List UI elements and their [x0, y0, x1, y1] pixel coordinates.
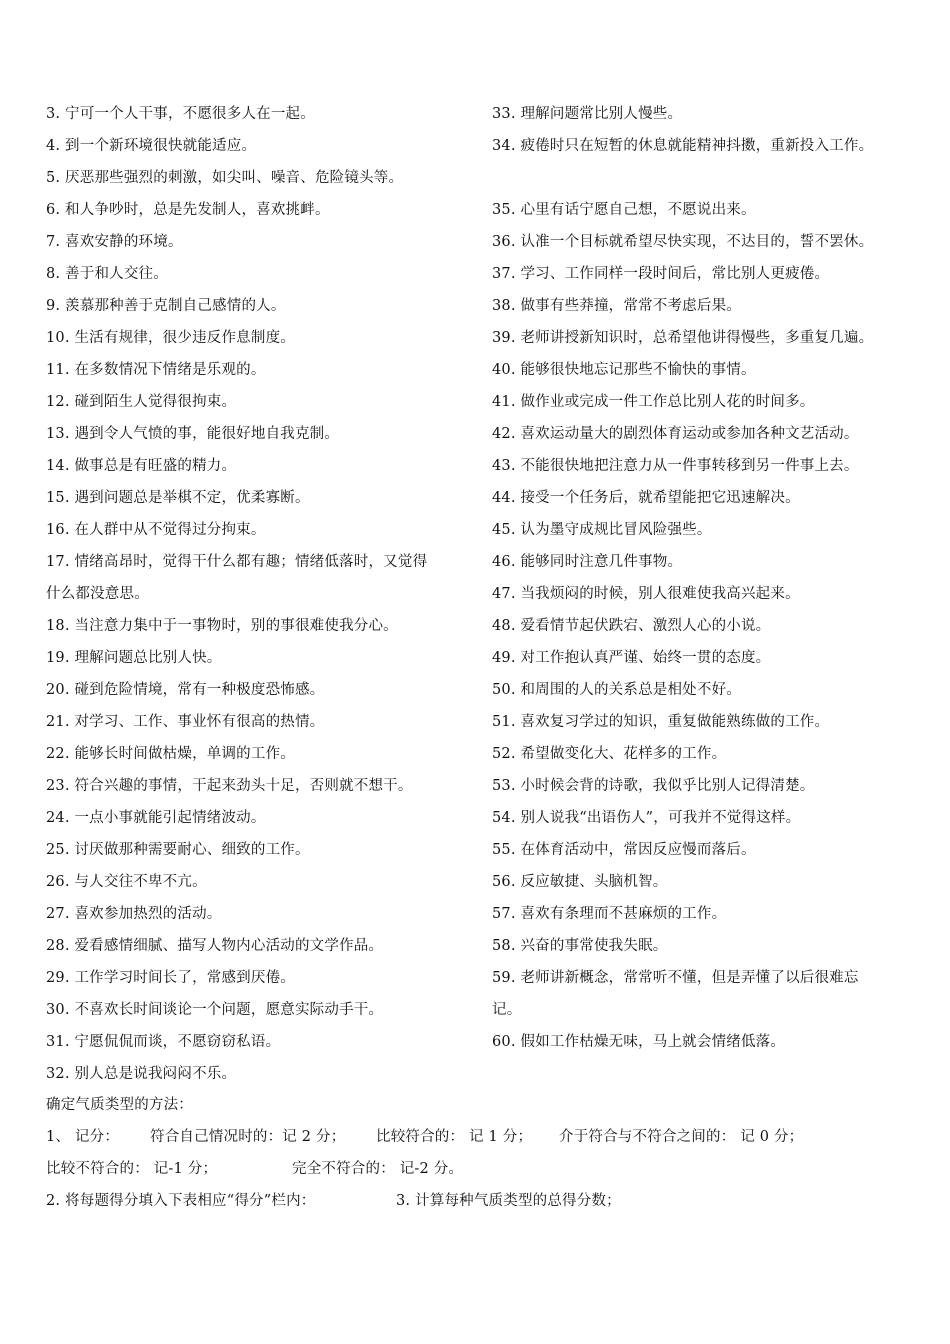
question-line: 52. 希望做变化大、花样多的工作。 — [492, 746, 727, 762]
question-line: 33. 理解问题常比别人慢些。 — [492, 106, 683, 122]
score-label: 1、 记分： — [46, 1129, 120, 1145]
question-line: 什么都没意思。 — [46, 586, 149, 602]
question-line: 28. 爱看感情细腻、描写人物内心活动的文学作品。 — [46, 938, 384, 954]
scoring-rules-line-2 — [46, 1153, 926, 1185]
question-line: 43. 不能很快地把注意力从一件事转移到另一件事上去。 — [492, 458, 859, 474]
question-line: 42. 喜欢运动量大的剧烈体育运动或参加各种文艺活动。 — [492, 426, 859, 442]
question-line: 58. 兴奋的事常使我失眠。 — [492, 938, 668, 954]
question-line: 11. 在多数情况下情绪是乐观的。 — [46, 362, 266, 378]
question-line: 记。 — [492, 1002, 522, 1018]
rule-not-at-all: 完全不符合的： 记-2 分。 — [292, 1161, 464, 1177]
question-line: 20. 碰到危险情境，常有一种极度恐怖感。 — [46, 682, 325, 698]
rule-fairly: 比较符合的： 记 1 分； — [376, 1129, 533, 1145]
question-line: 54. 别人说我“出语伤人”，可我并不觉得这样。 — [492, 810, 801, 826]
question-line: 3. 宁可一个人干事，不愿很多人在一起。 — [46, 106, 315, 122]
rule-not-fit: 比较不符合的： 记-1 分； — [46, 1161, 218, 1177]
question-line: 8. 善于和人交往。 — [46, 266, 168, 282]
question-line: 50. 和周围的人的关系总是相处不好。 — [492, 682, 741, 698]
question-line: 56. 反应敏捷、头脑机智。 — [492, 874, 668, 890]
question-line: 35. 心里有话宁愿自己想，不愿说出来。 — [492, 202, 756, 218]
question-line: 32. 别人总是说我闷闷不乐。 — [46, 1066, 237, 1082]
question-line: 53. 小时候会背的诗歌，我似乎比别人记得清楚。 — [492, 778, 815, 794]
question-line: 21. 对学习、工作、事业怀有很高的热情。 — [46, 714, 325, 730]
question-line: 24. 一点小事就能引起情绪波动。 — [46, 810, 266, 826]
question-line: 40. 能够很快地忘记那些不愉快的事情。 — [492, 362, 756, 378]
right-question-column — [492, 98, 932, 1058]
question-line: 6. 和人争吵时，总是先发制人，喜欢挑衅。 — [46, 202, 330, 218]
question-line: 31. 宁愿侃侃而谈，不愿窃窃私语。 — [46, 1034, 281, 1050]
question-line: 16. 在人群中从不觉得过分拘束。 — [46, 522, 266, 538]
question-line: 41. 做作业或完成一件工作总比别人花的时间多。 — [492, 394, 815, 410]
step-3: 3. 计算每种气质类型的总得分数； — [396, 1193, 621, 1209]
question-line: 39. 老师讲授新知识时，总希望他讲得慢些，多重复几遍。 — [492, 330, 874, 346]
question-line: 12. 碰到陌生人觉得很拘束。 — [46, 394, 237, 410]
question-line: 45. 认为墨守成规比冒风险强些。 — [492, 522, 712, 538]
question-line: 22. 能够长时间做枯燥，单调的工作。 — [46, 746, 295, 762]
left-question-column — [46, 98, 471, 1090]
question-line: 51. 喜欢复习学过的知识，重复做能熟练做的工作。 — [492, 714, 830, 730]
question-line: 59. 老师讲新概念，常常听不懂，但是弄懂了以后很难忘 — [492, 970, 859, 986]
question-line: 37. 学习、工作同样一段时间后，常比别人更疲倦。 — [492, 266, 830, 282]
rule-between: 介于符合与不符合之间的： 记 0 分； — [559, 1129, 804, 1145]
steps-line — [46, 1185, 926, 1217]
question-line: 5. 厌恶那些强烈的刺激，如尖叫、噪音、危险镜头等。 — [46, 170, 404, 186]
step-2: 2. 将每题得分填入下表相应“得分”栏内： — [46, 1193, 316, 1209]
question-line: 26. 与人交往不卑不亢。 — [46, 874, 207, 890]
question-line: 57. 喜欢有条理而不甚麻烦的工作。 — [492, 906, 727, 922]
method-heading: 确定气质类型的方法： — [46, 1097, 193, 1113]
question-line — [492, 162, 932, 194]
question-line: 4. 到一个新环境很快就能适应。 — [46, 138, 257, 154]
question-line: 38. 做事有些莽撞，常常不考虑后果。 — [492, 298, 741, 314]
question-line: 46. 能够同时注意几件事物。 — [492, 554, 683, 570]
question-line: 49. 对工作抱认真严谨、始终一贯的态度。 — [492, 650, 771, 666]
rule-fit: 符合自己情况时的：记 2 分； — [150, 1129, 346, 1145]
question-line: 27. 喜欢参加热烈的活动。 — [46, 906, 222, 922]
question-line: 13. 遇到令人气愤的事，能很好地自我克制。 — [46, 426, 340, 442]
question-line: 10. 生活有规律，很少违反作息制度。 — [46, 330, 295, 346]
question-line: 30. 不喜欢长时间谈论一个问题，愿意实际动手干。 — [46, 1002, 384, 1018]
question-line: 29. 工作学习时间长了，常感到厌倦。 — [46, 970, 295, 986]
question-line: 14. 做事总是有旺盛的精力。 — [46, 458, 237, 474]
question-line: 48. 爱看情节起伏跌宕、激烈人心的小说。 — [492, 618, 771, 634]
question-line: 9. 羡慕那种善于克制自己感情的人。 — [46, 298, 286, 314]
question-line: 34. 疲倦时只在短暂的休息就能精神抖擞，重新投入工作。 — [492, 138, 874, 154]
question-line: 25. 讨厌做那种需要耐心、细致的工作。 — [46, 842, 310, 858]
question-line: 17. 情绪高昂时，觉得干什么都有趣；情绪低落时，又觉得 — [46, 554, 428, 570]
question-line: 15. 遇到问题总是举棋不定，优柔寡断。 — [46, 490, 310, 506]
question-line: 47. 当我烦闷的时候，别人很难使我高兴起来。 — [492, 586, 800, 602]
question-line: 60. 假如工作枯燥无味，马上就会情绪低落。 — [492, 1034, 786, 1050]
scoring-method-section — [46, 1089, 926, 1217]
question-line: 23. 符合兴趣的事情，干起来劲头十足，否则就不想干。 — [46, 778, 413, 794]
question-line: 36. 认准一个目标就希望尽快实现，不达目的，誓不罢休。 — [492, 234, 874, 250]
question-line: 44. 接受一个任务后，就希望能把它迅速解决。 — [492, 490, 800, 506]
question-line: 19. 理解问题总比别人快。 — [46, 650, 222, 666]
scoring-rules-line-1 — [46, 1121, 926, 1153]
question-line: 7. 喜欢安静的环境。 — [46, 234, 183, 250]
question-line: 18. 当注意力集中于一事物时，别的事很难使我分心。 — [46, 618, 398, 634]
question-line: 55. 在体育活动中，常因反应慢而落后。 — [492, 842, 756, 858]
